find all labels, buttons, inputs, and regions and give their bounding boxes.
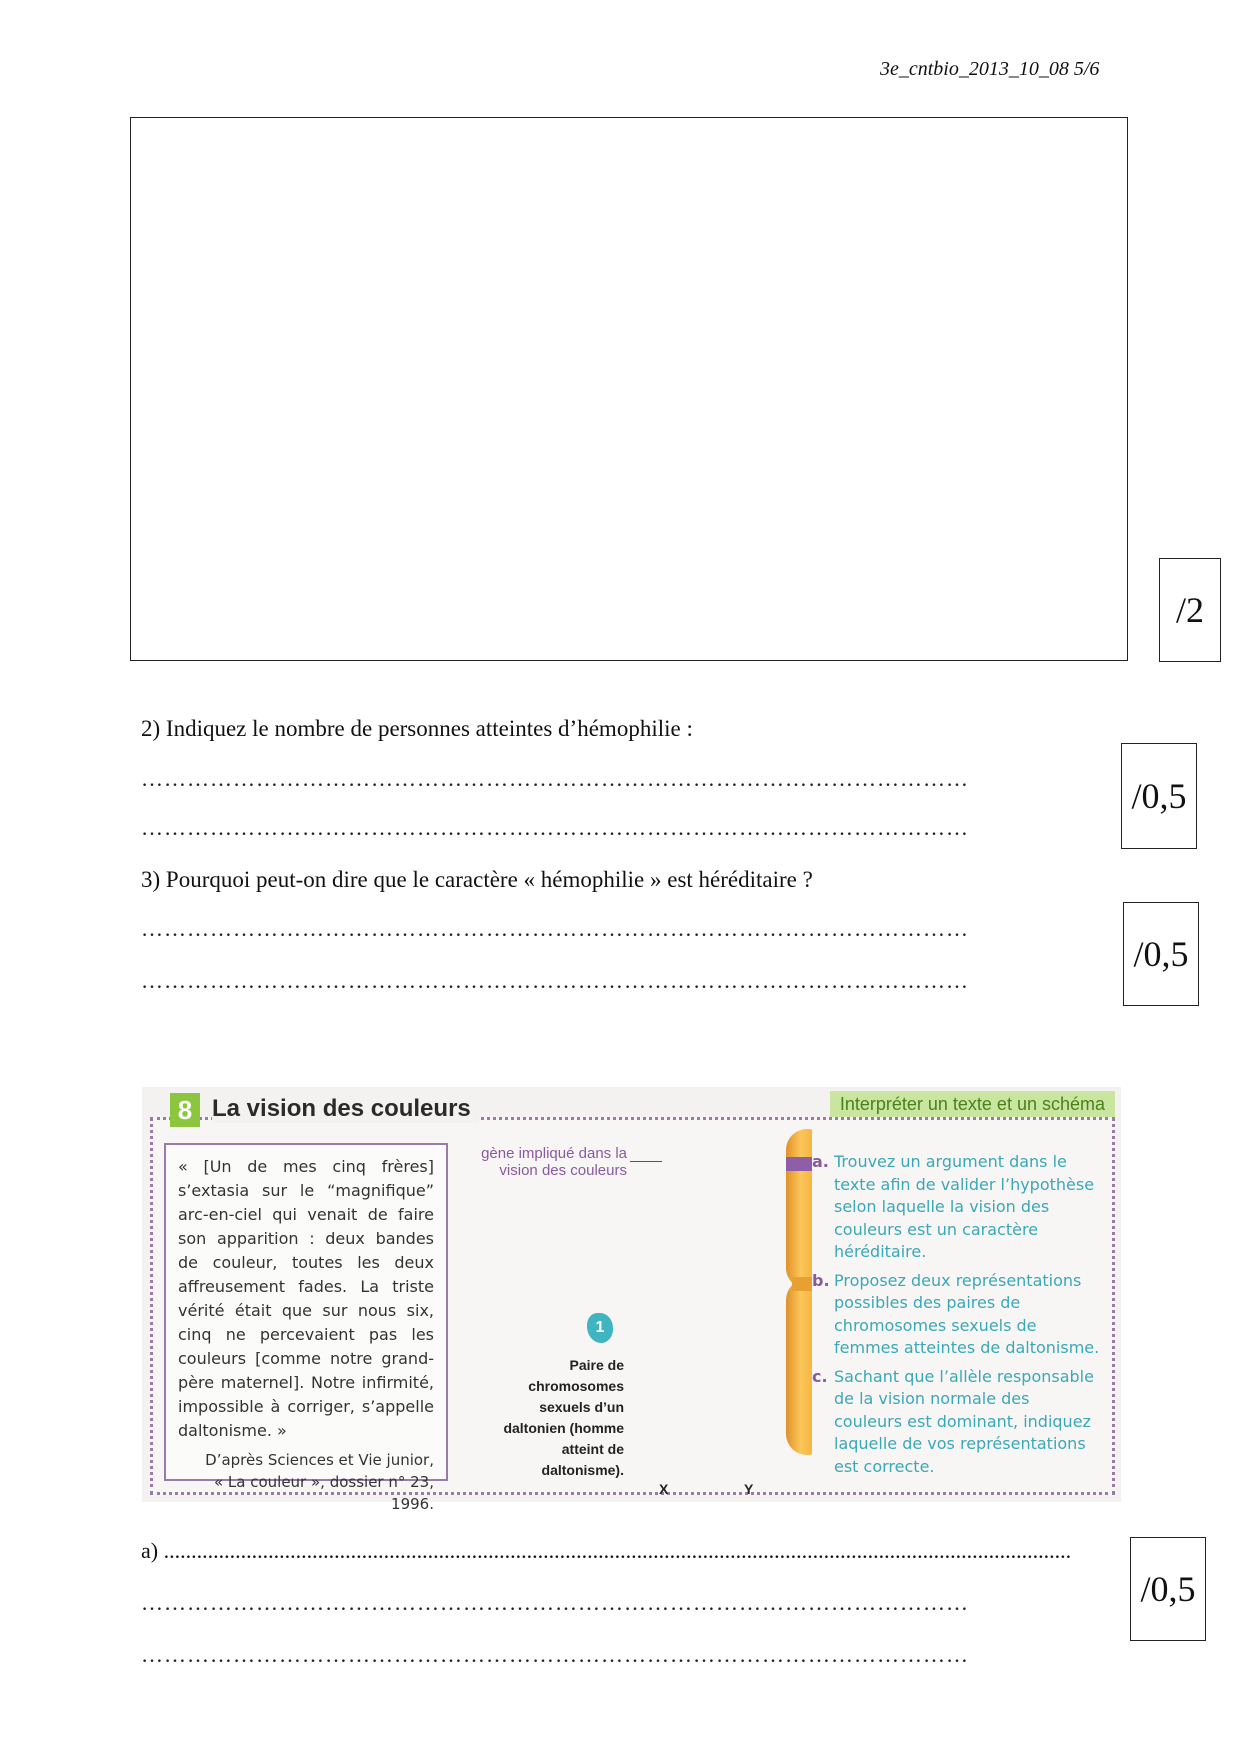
question-letter: a. [812, 1152, 829, 1171]
question-2: 2) Indiquez le nombre de personnes atteintes d’hémophilie : [141, 716, 693, 741]
drawing-answer-box[interactable] [130, 117, 1128, 661]
question-text: Trouvez un argument dans le texte afin de valider l’hypothèse selon laquelle la vision des couleurs est un caractère héréditaire. [834, 1152, 1095, 1261]
document-marker: 1 [587, 1313, 613, 1343]
figure-tag: Interpréter un texte et un schéma [830, 1091, 1115, 1117]
chromosome-diagram [632, 1127, 812, 1477]
question-text: Proposez deux représentations possibles des paires de chromosomes sexuels de femmes atteintes de daltonisme. [834, 1270, 1100, 1357]
answer-line[interactable]: ……………………………………………………………………………………………… [141, 1642, 969, 1667]
score-label: /0,5 [1131, 776, 1187, 816]
figure-question-b [812, 1270, 1102, 1360]
score-box-q1 [1159, 558, 1221, 662]
quote-source [178, 1449, 434, 1515]
quote-source-line: D’après Sciences et Vie junior, [205, 1451, 434, 1469]
x-chromosome-label: X [659, 1481, 669, 1497]
gene-band [786, 1157, 812, 1171]
quote-box [164, 1143, 448, 1513]
quote-text: « [Un de mes cinq frères] s’extasia sur le “magnifique” arc-en-ciel qui venait de faire son apparition : deux bandes de couleur, toutes les deux affreusement fades. La triste vérité était que sur nous six, cinq ne percevaient pas les couleurs [comme notre grand-père maternel]. Notre infirmité, impossible à corriger, s’appelle daltonisme. » [178, 1157, 434, 1440]
figure-question-a [812, 1151, 1102, 1264]
score-label: /0,5 [1133, 934, 1189, 974]
answer-line[interactable]: ……………………………………………………………………………………………… [141, 766, 969, 791]
page-reference: 3e_cntbio_2013_10_08 5/6 [880, 58, 1100, 80]
score-box-qa [1130, 1537, 1206, 1641]
answer-a-row[interactable] [141, 1538, 1121, 1564]
answer-line[interactable]: ..................................................................................................................................................................... [163, 1538, 1072, 1563]
score-box-q3 [1123, 902, 1199, 1006]
score-label: /0,5 [1140, 1569, 1196, 1609]
answer-line[interactable]: ……………………………………………………………………………………………… [141, 916, 969, 941]
question-3: 3) Pourquoi peut-on dire que le caractère « hémophilie » est héréditaire ? [141, 867, 813, 892]
figure-number-badge: 8 [170, 1093, 200, 1127]
figure-title: La vision des couleurs [212, 1095, 479, 1123]
gene-label: gène impliqué dans la vision des couleurs [481, 1145, 627, 1179]
score-label: /2 [1175, 590, 1204, 630]
chromosome-x [786, 1127, 812, 1455]
quote-source-line: « La couleur », dossier n° 23, 1996. [213, 1473, 434, 1513]
figure-question-c [812, 1366, 1102, 1479]
answer-line[interactable]: ……………………………………………………………………………………………… [141, 815, 969, 840]
answer-a-label: a) [141, 1538, 164, 1563]
textbook-figure [142, 1087, 1121, 1513]
answer-line[interactable]: ……………………………………………………………………………………………… [141, 1590, 969, 1615]
question-letter: c. [812, 1366, 828, 1386]
figure-questions [812, 1151, 1102, 1484]
question-letter: b. [812, 1270, 830, 1290]
chromosome-pair-label: Paire de chromosomes sexuels d’un daltonien (homme atteint de daltonisme). [503, 1357, 624, 1478]
score-box-q2 [1121, 743, 1197, 849]
y-chromosome-label: Y [744, 1481, 754, 1497]
answer-line[interactable]: ……………………………………………………………………………………………… [141, 968, 969, 993]
question-text: Sachant que l’allèle responsable de la vision normale des couleurs est dominant, indiquez laquelle de vos représentations est correcte. [834, 1366, 1094, 1476]
